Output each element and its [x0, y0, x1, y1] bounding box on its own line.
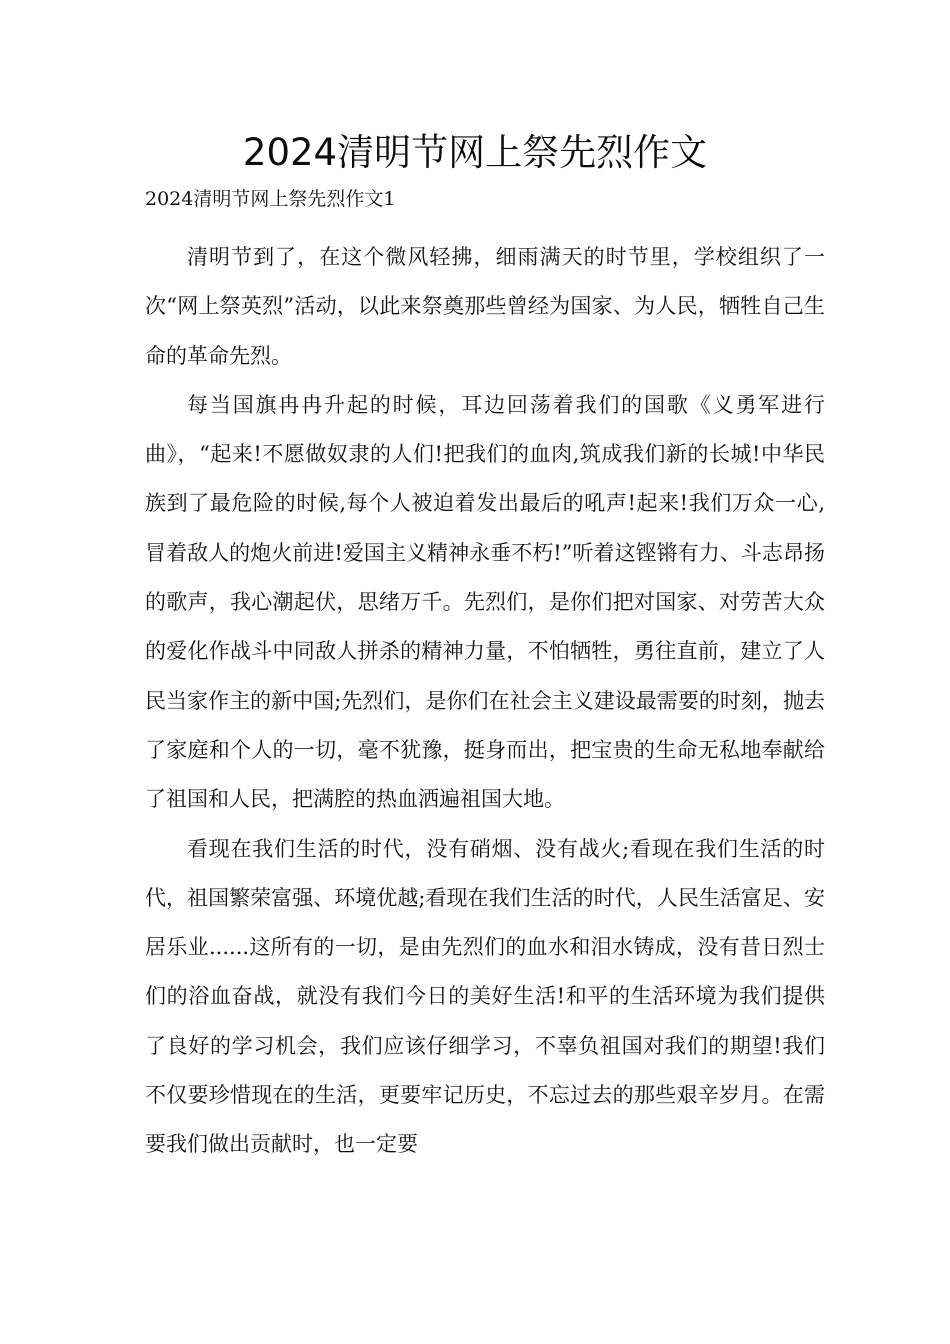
document-subtitle: 2024清明节网上祭先烈作文1	[145, 188, 396, 210]
document-title: 2024清明节网上祭先烈作文	[242, 131, 708, 174]
paragraph-2: 每当国旗冉冉升起的时候，耳边回荡着我们的国歌《义勇军进行曲》，“起来!不愿做奴隶的人们!把我们的血肉,筑成我们新的长城!中华民族到了最危险的时候,每个人被迫着发出最后的吼声!起来!我们万众一心,冒着敌人的炮火前进!爱国主义精神永垂不朽!”听着这铿锵有力、斗志昂扬的歌声，我心潮起伏，思绪万千。先烈们，是你们把对国家、对劳苦大众的爱化作战斗中同敌人拼杀的精神力量，不怕牺牲，勇往直前，建立了人民当家作主的新中国;先烈们，是你们在社会主义建设最需要的时刻，抛去了家庭和个人的一切，毫不犹豫，挺身而出，把宝贵的生命无私地奉献给了祖国和人民，把满腔的热血洒遍祖国大地。	[145, 392, 825, 812]
paragraph-1: 清明节到了，在这个微风轻拂，细雨满天的时节里，学校组织了一次“网上祭英烈”活动，以此来祭奠那些曾经为国家、为人民，牺牲自己生命的革命先烈。	[145, 245, 825, 368]
document-body	[145, 233, 825, 1170]
paragraph-3: 看现在我们生活的时代，没有硝烟、没有战火;看现在我们生活的时代，祖国繁荣富强、环境优越;看现在我们生活的时代，人民生活富足、安居乐业......这所有的一切，是由先烈们的血水和泪水铸成，没有昔日烈士们的浴血奋战，就没有我们今日的美好生活!和平的生活环境为我们提供了良好的学习机会，我们应该仔细学习，不辜负祖国对我们的期望!我们不仅要珍惜现在的生活，更要牢记历史，不忘过去的那些艰辛岁月。在需要我们做出贡献时，也一定要	[145, 836, 825, 1157]
